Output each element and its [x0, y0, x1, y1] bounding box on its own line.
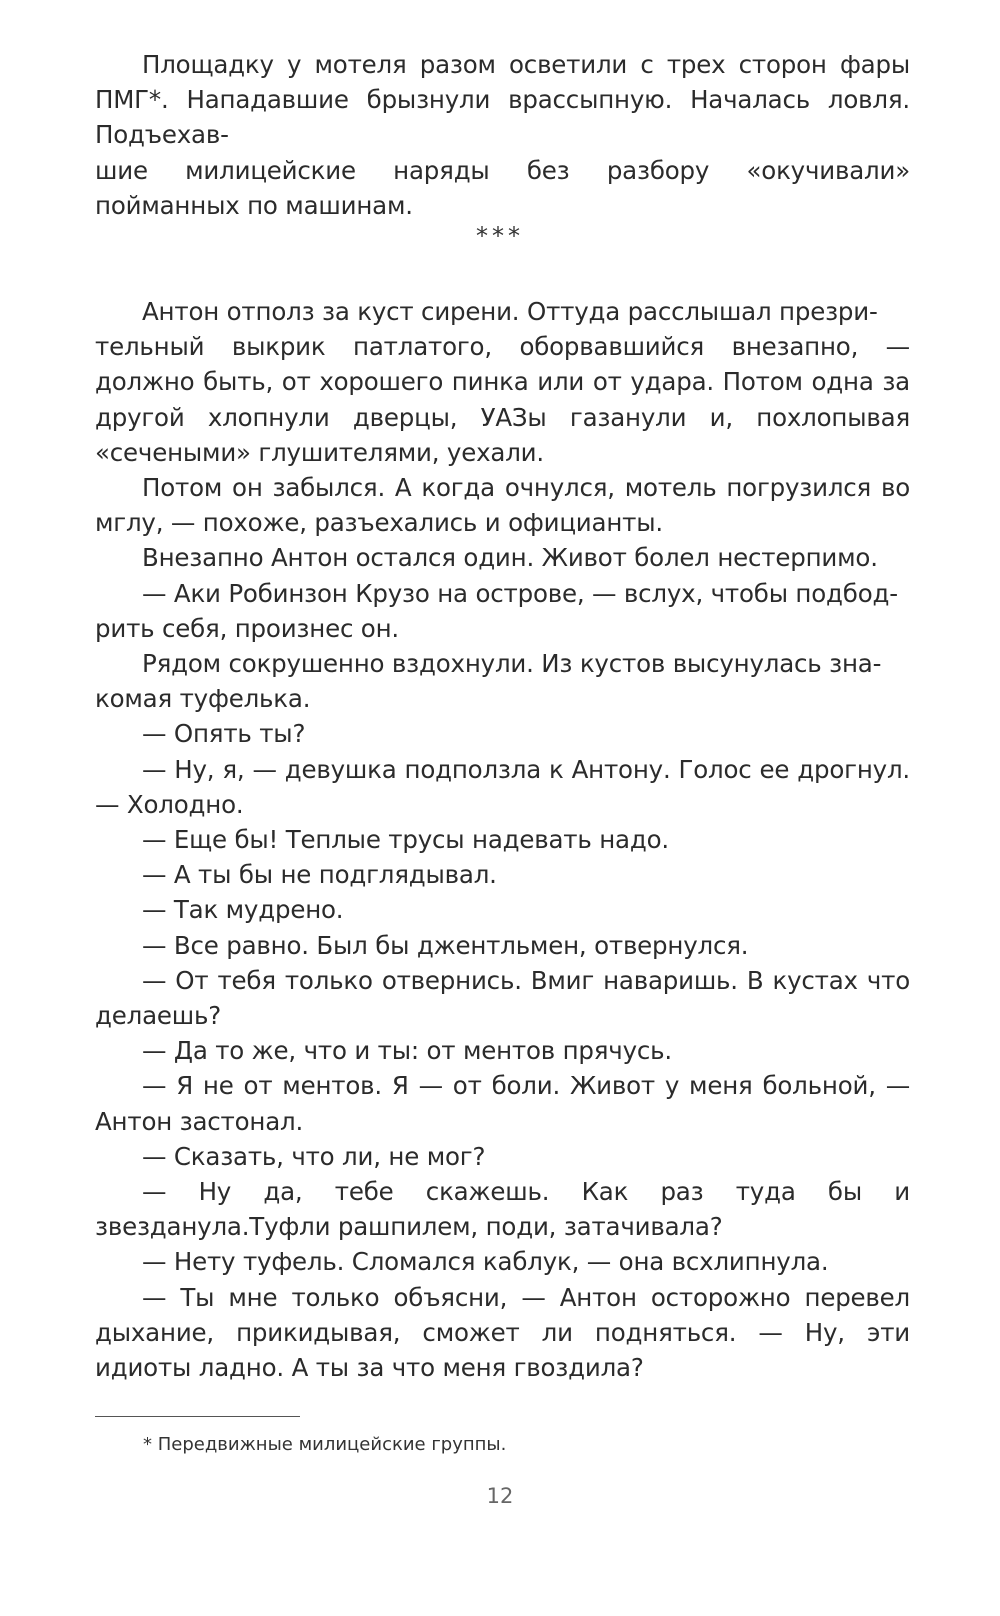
paragraph: Потом он забылся. А когда очнулся, мотель погрузился во мглу, — похоже, разъехались и официанты.	[95, 473, 910, 538]
paragraph: Антон отполз за куст сирени. Оттуда расслышал презри- тельный выкрик патлатого, оборвавшийся внезапно, — должно быть, от хорошего пинка или от удара. Потом одна за другой хлопнули дверцы, УАЗы газанули и, похлопывая «сечеными» глушителями, уехали.	[95, 297, 910, 467]
dialogue-line: — Да то же, что и ты: от ментов прячусь.	[142, 1036, 672, 1066]
footnote-divider	[95, 1416, 300, 1417]
paragraph: Внезапно Антон остался один. Живот болел нестерпимо.	[142, 543, 878, 573]
dialogue-line: — От тебя только отвернись. Вмиг наваришь. В кустах что делаешь?	[95, 965, 910, 1031]
paragraph: Площадку у мотеля разом осветили с трех сторон фары ПМГ*. Нападавшие брызнули врассыпную. Началась ловля. Подъехав- шие милицейские наряды без разбору «окучивали» пойманных по машинам.	[95, 50, 910, 220]
dialogue-line: — Еще бы! Теплые трусы надевать надо.	[142, 825, 669, 855]
main-text-block	[95, 294, 910, 1385]
dialogue-line: — А ты бы не подглядывал.	[142, 860, 497, 890]
dialogue-line: — Аки Робинзон Крузо на острове, — вслух, чтобы подбод- рить себя, произнес он.	[95, 578, 898, 643]
page-number: 12	[486, 1484, 514, 1508]
opening-paragraph-block	[95, 47, 910, 223]
dialogue-line: — Так мудрено.	[142, 895, 344, 925]
dialogue-line: — Я не от ментов. Я — от боли. Живот у меня больной, — Антон застонал.	[95, 1071, 910, 1136]
dialogue-line: — Ну, я, — девушка подползла к Антону. Голос ее дрогнул. — Холодно.	[95, 754, 910, 819]
section-separator: ***	[476, 222, 524, 250]
dialogue-line: — Все равно. Был бы джентльмен, отвернулся.	[142, 930, 749, 960]
footnote: * Передвижные милицейские группы.	[143, 1434, 507, 1455]
dialogue-line: — Ты мне только объясни, — Антон осторожно перевел дыхание, прикидывая, сможет ли подняться. — Ну, эти идиоты ладно. А ты за что меня гвоздила?	[95, 1282, 910, 1383]
dialogue-line: — Нету туфель. Сломался каблук, — она всхлипнула.	[142, 1247, 829, 1277]
dialogue-line: — Ну да, тебе скажешь. Как раз туда бы и звезданула.Туфли рашпилем, поди, затачивала?	[95, 1177, 910, 1242]
dialogue-line: — Сказать, что ли, не мог?	[142, 1141, 486, 1171]
dialogue-line: — Опять ты?	[142, 719, 306, 749]
paragraph: Рядом сокрушенно вздохнули. Из кустов высунулась зна- комая туфелька.	[95, 649, 882, 714]
